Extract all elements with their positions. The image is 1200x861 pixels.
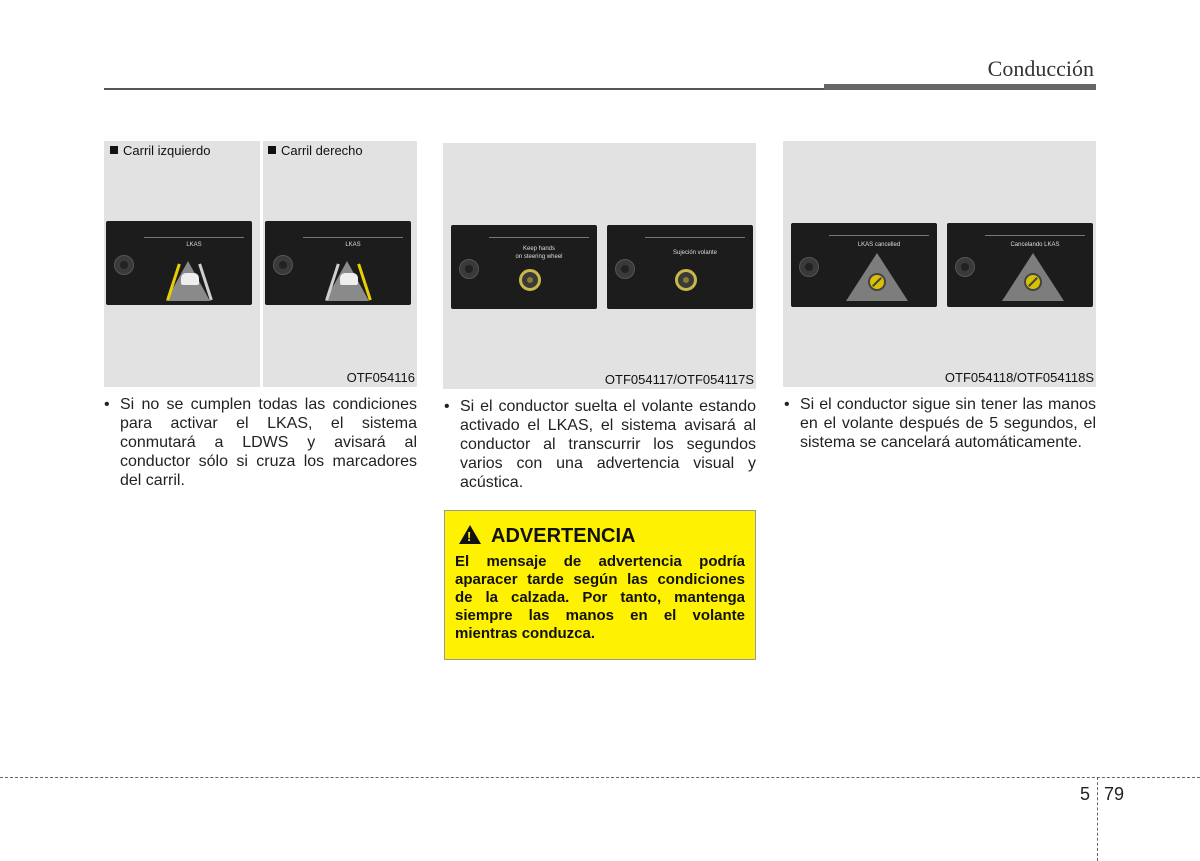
steering-wheel-icon xyxy=(519,269,541,291)
cluster-screen-cancelando xyxy=(947,223,1093,307)
footer-rule xyxy=(0,777,1200,778)
figure-lkas-cancelled xyxy=(783,141,1096,387)
cluster-screen-left-lane xyxy=(106,221,252,305)
body-paragraph xyxy=(104,395,417,490)
header-rule xyxy=(104,88,824,90)
footer-divider xyxy=(1097,777,1098,861)
warning-triangle-icon xyxy=(459,525,481,544)
square-bullet-icon xyxy=(268,146,276,154)
dial-knob-icon xyxy=(273,255,293,275)
prohibited-icon xyxy=(1024,273,1042,291)
body-paragraph xyxy=(444,397,756,492)
chapter-number: 5 xyxy=(1080,784,1091,804)
screen-label: Sujeción volante xyxy=(672,250,718,256)
warning-heading: !ADVERTENCIA xyxy=(459,525,635,548)
warning-text: El mensaje de advertencia podría aparacer tarde según las condiciones de la calzada. Por tanto, mantenga siempre las manos en el volante mientras conduzca. xyxy=(455,553,745,642)
cluster-screen-sujecion xyxy=(607,225,753,309)
steering-wheel-icon xyxy=(675,269,697,291)
header-rule-accent xyxy=(824,84,1096,90)
figure-code: OTF054118/OTF054118S xyxy=(944,370,1094,385)
dial-knob-icon xyxy=(955,257,975,277)
dial-knob-icon xyxy=(114,255,134,275)
figure-caption-right: Carril derecho xyxy=(268,143,363,158)
screen-label: LKAS cancelled xyxy=(857,242,901,248)
figure-hands-off xyxy=(443,143,756,389)
warning-box xyxy=(444,510,756,660)
body-paragraph xyxy=(784,395,1096,452)
screen-label: Cancelando LKAS xyxy=(1010,242,1060,248)
bullet: • xyxy=(104,396,110,413)
screen-label: Keep hands on steering wheel xyxy=(515,246,563,260)
figure-lane-assist xyxy=(104,141,417,387)
dial-knob-icon xyxy=(459,259,479,279)
cluster-screen-cancelled xyxy=(791,223,937,307)
paragraph-text: Si el conductor suelta el volante estando activado el LKAS, el sistema avisará al conductor al transcurrir los segundos varios con una advertencia visual y acústica. xyxy=(460,398,756,491)
prohibited-icon xyxy=(868,273,886,291)
cluster-screen-keep-hands xyxy=(451,225,597,309)
bullet: • xyxy=(784,396,790,413)
dial-knob-icon xyxy=(615,259,635,279)
car-icon xyxy=(181,273,199,285)
figure-code: OTF054117/OTF054117S xyxy=(604,372,754,387)
bullet: • xyxy=(444,398,450,415)
dial-knob-icon xyxy=(799,257,819,277)
screen-label: LKAS xyxy=(186,242,202,248)
paragraph-text: Si no se cumplen todas las condiciones para activar el LKAS, el sistema conmutará a LDWS y avisará al conductor sólo si cruza los marcadores del carril. xyxy=(120,396,417,489)
figure-code: OTF054116 xyxy=(346,370,415,385)
screen-label: LKAS xyxy=(345,242,361,248)
figure-divider xyxy=(260,141,263,387)
figure-caption-left: Carril izquierdo xyxy=(110,143,210,158)
paragraph-text: Si el conductor sigue sin tener las manos en el volante después de 5 segundos, el sistema se cancelará automáticamente. xyxy=(800,396,1096,451)
car-icon xyxy=(340,273,358,285)
square-bullet-icon xyxy=(110,146,118,154)
page-header-title: Conducción xyxy=(987,56,1094,81)
cluster-screen-right-lane xyxy=(265,221,411,305)
page-number: 79 xyxy=(1104,784,1125,804)
